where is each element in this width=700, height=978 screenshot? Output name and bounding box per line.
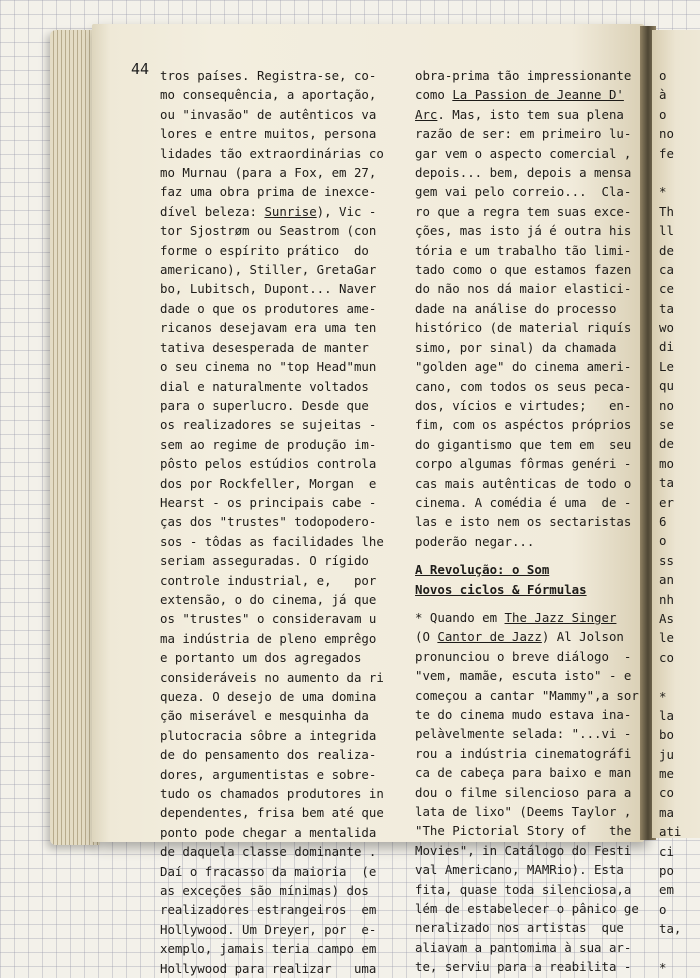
page-number: 44	[131, 60, 150, 78]
text-line: o seu cinema no "top Head"mun	[160, 359, 377, 375]
edge-text-line: o	[659, 533, 667, 549]
edge-text-line: co	[659, 649, 674, 665]
text-line: extensão, o do cinema, já que	[160, 591, 377, 607]
edge-text-line: As	[659, 610, 674, 626]
text-line: tudo os chamados produtores in	[160, 786, 384, 802]
edge-text-line: ma	[659, 804, 674, 820]
text-line: faz uma obra prima de inexce-	[160, 184, 377, 200]
text-line: ponto pode chegar a mentalida	[160, 824, 377, 840]
text-line: dade o que os produtores ame-	[160, 300, 377, 316]
text-line: gem vai pelo correio... Cla-	[415, 184, 632, 200]
edge-text-line: ju	[659, 746, 674, 762]
text-line: te do cinema mudo estava ina-	[415, 707, 632, 722]
text-line: lata de lixo" (Deems Taylor ,	[415, 804, 632, 820]
text-line: cinema. A comédia é uma de -	[415, 494, 632, 510]
text-line: pôsto pelos estúdios controla	[160, 456, 377, 472]
text-line: ma indústria de pleno emprêgo	[160, 630, 377, 646]
text-line: as exceções são mínimas) dos	[160, 883, 369, 899]
edge-text-line: di	[659, 339, 674, 355]
edge-text-line: qu	[659, 378, 674, 394]
text-line: ção miserável e mesquinha da	[160, 708, 369, 724]
text-line: las e isto nem os sectaristas	[415, 514, 632, 530]
edge-text-line: em	[659, 882, 674, 898]
text-line: "vem, mamãe, escuta isto" - e	[415, 668, 632, 684]
section-subheading: Novos ciclos & Fórmulas	[415, 581, 587, 597]
text-line: controle industrial, e, por	[160, 572, 377, 588]
text-line: * Quando em The Jazz Singer	[415, 609, 617, 625]
text-line: Hollywood para realizar uma	[160, 960, 377, 976]
text-line: do gigantismo que tem em seu	[415, 436, 632, 452]
edge-text-line: o	[659, 106, 667, 122]
text-line: neralizado nos artistas que	[415, 920, 624, 936]
edge-text-line: nh	[659, 591, 674, 607]
left-column	[160, 66, 388, 978]
underlined-title: La Passion de Jeanne D'	[452, 87, 624, 103]
edge-text-line: wo	[659, 320, 674, 336]
text-line: tória e um trabalho tão limi-	[415, 242, 632, 258]
edge-text-line: 6	[659, 513, 667, 529]
text-line: ou "invasão" de autênticos va	[160, 106, 377, 122]
edge-text-line: ta,	[659, 921, 682, 937]
text-line: os "trustes" o consideravam u	[160, 611, 377, 627]
edge-text-line: ta	[659, 300, 674, 316]
text-line: lidades tão extraordinárias co	[160, 145, 384, 161]
text-line: fita, quase toda silenciosa,a	[415, 881, 632, 897]
edge-text-line: le	[659, 630, 674, 646]
edge-text-line: Le	[659, 358, 674, 374]
edge-text-line: de	[659, 436, 674, 452]
text-line: começou a cantar "Mammy",a sor	[415, 687, 639, 703]
text-line: depois... bem, depois a mensa	[415, 165, 632, 181]
edge-text-line: me	[659, 766, 674, 782]
edge-text-line: la	[659, 707, 674, 723]
text-line: lém de estabelecer o pânico ge	[415, 901, 639, 917]
edge-text-line	[659, 667, 700, 686]
edge-text-line: ati	[659, 824, 682, 840]
edge-text-line: no	[659, 126, 674, 142]
text-line: dível beleza: Sunrise), Vic -	[160, 203, 377, 219]
text-line: ções, mas isto já é outra his	[415, 223, 632, 239]
text-line: lores e entre muitos, persona	[160, 126, 377, 142]
text-line: corpo algumas fôrmas genéri -	[415, 456, 632, 472]
text-line: gar vem o aspecto comercial ,	[415, 145, 632, 161]
text-line: xemplo, jamais teria campo em	[160, 941, 377, 957]
text-line: sos - tôdas as facilidades lhe	[160, 533, 384, 549]
text-line: dependentes, frisa bem até que	[160, 805, 384, 821]
edge-text-line	[659, 939, 700, 958]
text-line: de do pensamento dos realiza-	[160, 747, 377, 763]
edge-text-line: ll	[659, 223, 674, 239]
edge-text-line: co	[659, 785, 674, 801]
edge-text-line: à	[659, 87, 667, 103]
text-line: americano), Stiller, GretaGar	[160, 262, 377, 278]
text-line: como La Passion de Jeanne D'	[415, 87, 624, 103]
text-line: histórico (de material riquís	[415, 320, 632, 336]
edge-text-line: ta	[659, 475, 674, 491]
edge-text-line: ci	[659, 843, 674, 859]
text-line: do não nos dá maior elastici-	[415, 281, 632, 297]
edge-text-line: ss	[659, 552, 674, 568]
text-line: mo consequência, a aportação,	[160, 87, 377, 103]
text-line: simo, por sinal) da chamada	[415, 339, 617, 355]
underlined-title: Arc	[415, 106, 438, 122]
edge-text-line	[659, 163, 700, 182]
text-line: "The Pictorial Story of the	[415, 823, 632, 839]
edge-text-line: mo	[659, 455, 674, 471]
edge-text-line: fe	[659, 145, 674, 161]
text-line: dores, argumentistas e sobre-	[160, 766, 377, 782]
text-line: pelàvelmente selada: "...vi -	[415, 726, 632, 742]
text-line: plutocracia sôbre a integrida	[160, 727, 377, 743]
text-line: mo Murnau (para a Fox, em 27,	[160, 165, 377, 181]
edge-text-line: *	[659, 959, 667, 975]
text-line: Arc. Mas, isto tem sua plena	[415, 106, 624, 122]
text-line: realizadores estrangeiros em	[160, 902, 377, 918]
text-line: dos, vícios e virtudes; en-	[415, 397, 632, 413]
edge-text-line: de	[659, 242, 674, 258]
edge-text-line: bo	[659, 727, 674, 743]
text-line: Movies", in Catálogo do Festi	[415, 842, 632, 858]
section-heading: A Revolução: o Som	[415, 562, 550, 578]
edge-text-line: *	[659, 184, 667, 200]
text-line: razão de ser: em primeiro lu-	[415, 126, 632, 142]
edge-text-line: ce	[659, 281, 674, 297]
text-line: tado como o que estamos fazen	[415, 262, 632, 278]
edge-text-line: po	[659, 863, 674, 879]
underlined-title: The Jazz Singer	[504, 609, 617, 625]
underlined-title: Sunrise	[264, 203, 317, 219]
text-line: Hollywood. Um Dreyer, por e-	[160, 921, 377, 937]
text-line: "golden age" do cinema ameri-	[415, 359, 632, 375]
right-column	[415, 66, 647, 977]
underlined-title: Cantor de Jazz	[437, 629, 542, 645]
text-line: consideráveis no aumento da ri	[160, 669, 384, 685]
edge-text-line: ca	[659, 261, 674, 277]
edge-text-line: Th	[659, 203, 674, 219]
text-line: tros países. Registra-se, co-	[160, 68, 377, 83]
edge-text-line: se	[659, 417, 674, 433]
text-line: fim, com os aspéctos próprios	[415, 417, 632, 433]
text-line: poderão negar...	[415, 533, 535, 549]
text-line: tor Sjostrøm ou Seastrom (con	[160, 223, 377, 239]
text-line: dial e naturalmente voltados	[160, 378, 369, 394]
text-line: aliavam a pantomima à sua ar-	[415, 939, 632, 955]
text-line: tativa desesperada de manter	[160, 339, 369, 355]
text-line: val Americano, MAMRio). Esta	[415, 862, 624, 878]
text-line: os realizadores se sujeitas -	[160, 417, 377, 433]
text-line: queza. O desejo de uma domina	[160, 689, 377, 704]
edge-text-line: o	[659, 68, 667, 83]
text-line: dade na análise do processo	[415, 300, 617, 316]
text-line: sem ao regime de produção im-	[160, 436, 377, 452]
text-line: de daquela classe dominante .	[160, 844, 377, 860]
text-line: forme o espírito prático do	[160, 242, 369, 258]
text-line: rou a indústria cinematográfi	[415, 745, 632, 761]
text-line: ro que a regra tem suas exce-	[415, 203, 632, 219]
text-line: te, serviu para a reabilita -	[415, 959, 632, 975]
text-line: pronunciou o breve diálogo -	[415, 648, 632, 664]
text-line: dos por Rockfeller, Morgan e	[160, 475, 377, 491]
text-line: seriam asseguradas. O rígido	[160, 553, 369, 569]
text-line: e portanto um dos agregados	[160, 650, 362, 666]
adjacent-page-column	[659, 66, 700, 977]
text-line: ricanos desejavam era uma ten	[160, 320, 377, 336]
text-line: cano, com todos os seus peca-	[415, 378, 632, 394]
edge-text-line: *	[659, 688, 667, 704]
text-line: para o superlucro. Desde que	[160, 397, 369, 413]
text-line: (O Cantor de Jazz) Al Jolson	[415, 629, 624, 645]
edge-text-line: er	[659, 494, 674, 510]
text-line: cas mais autênticas de todo o	[415, 475, 632, 491]
text-line: ca de cabeça para baixo e man	[415, 765, 632, 781]
edge-text-line: no	[659, 397, 674, 413]
text-line: dou o filme silencioso para a	[415, 784, 632, 800]
edge-text-line: an	[659, 572, 674, 588]
edge-text-line: o	[659, 901, 667, 917]
text-line: bo, Lubitsch, Dupont... Naver	[160, 281, 377, 297]
text-line: Daí o fracasso da maioria (e	[160, 863, 377, 879]
text-line: obra-prima tão impressionante	[415, 68, 632, 83]
text-line: Hearst - os principais cabe -	[160, 494, 377, 510]
text-line: ças dos "trustes" todopodero-	[160, 514, 377, 530]
